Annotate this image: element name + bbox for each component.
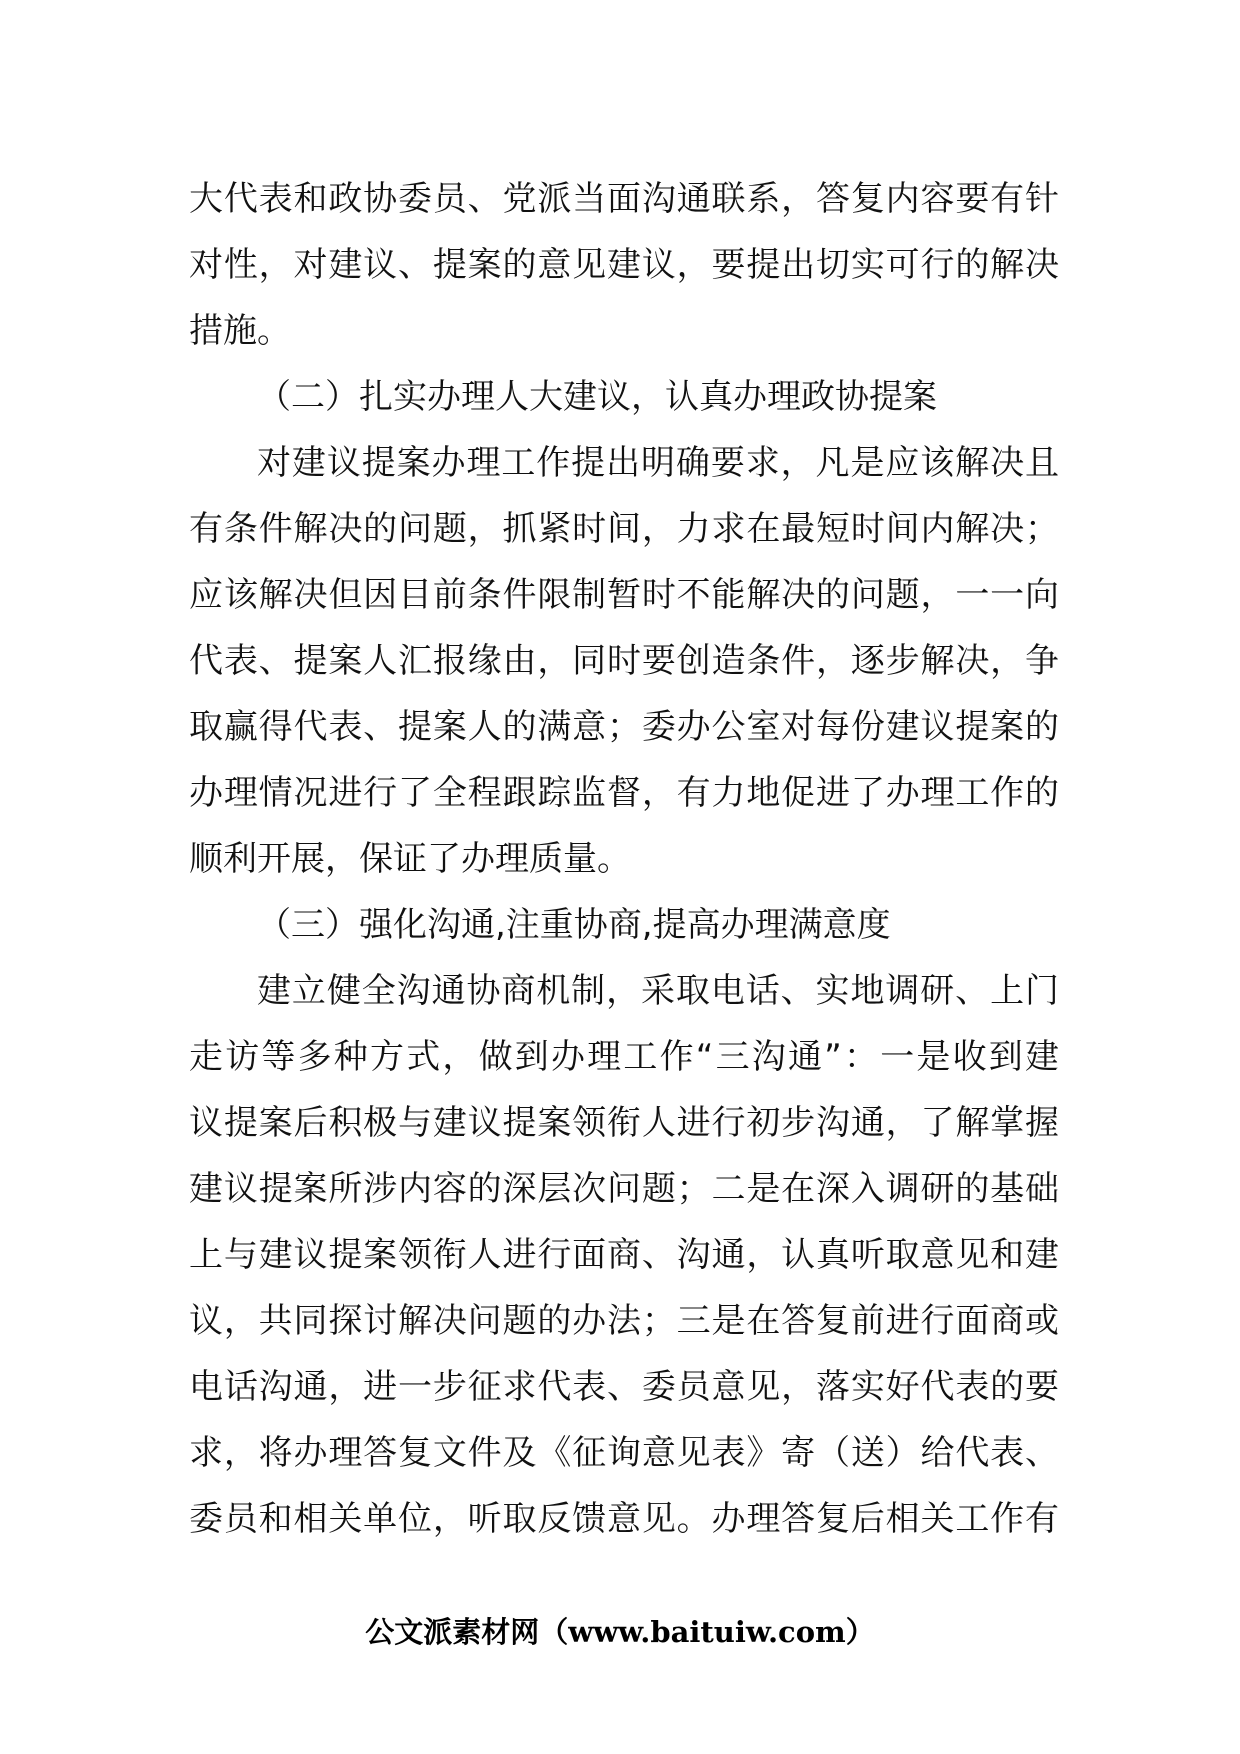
text-line: 取赢得代表、提案人的满意；委办公室对每份建议提案的 xyxy=(189,707,1059,747)
footer-watermark: 公文派素材网（www.baituiw.com） xyxy=(365,1615,875,1649)
text-line: 议提案后积极与建议提案领衔人进行初步沟通，了解掌握 xyxy=(189,1103,1059,1143)
text-line: 议，共同探讨解决问题的办法；三是在答复前进行面商或 xyxy=(189,1301,1059,1341)
document-body xyxy=(189,166,1059,1552)
text-line: 对性，对建议、提案的意见建议，要提出切实可行的解决 xyxy=(189,245,1059,285)
text-line: 有条件解决的问题，抓紧时间，力求在最短时间内解决； xyxy=(189,509,1059,549)
text-line: 求，将办理答复文件及《征询意见表》寄（送）给代表、 xyxy=(189,1433,1059,1473)
text-line: 顺利开展，保证了办理质量。 xyxy=(189,839,631,879)
text-line: 对建议提案办理工作提出明确要求，凡是应该解决且 xyxy=(257,443,1059,483)
text-line: 代表、提案人汇报缘由，同时要创造条件，逐步解决，争 xyxy=(189,641,1059,681)
text-line: 措施。 xyxy=(189,311,291,351)
text-line: （二）扎实办理人大建议，认真办理政协提案 xyxy=(257,377,937,417)
text-line: 上与建议提案领衔人进行面商、沟通，认真听取意见和建 xyxy=(189,1235,1059,1275)
text-line: 走访等多种方式，做到办理工作“三沟通”：一是收到建 xyxy=(189,1037,1059,1077)
text-line: 办理情况进行了全程跟踪监督，有力地促进了办理工作的 xyxy=(189,773,1059,813)
text-line: 电话沟通，进一步征求代表、委员意见，落实好代表的要 xyxy=(189,1367,1059,1407)
text-line: （三）强化沟通,注重协商,提高办理满意度 xyxy=(257,905,891,945)
text-line: 应该解决但因目前条件限制暂时不能解决的问题，一一向 xyxy=(189,575,1059,615)
text-line: 委员和相关单位，听取反馈意见。办理答复后相关工作有 xyxy=(189,1499,1059,1539)
text-line: 大代表和政协委员、党派当面沟通联系，答复内容要有针 xyxy=(189,179,1059,219)
text-line: 建议提案所涉内容的深层次问题；二是在深入调研的基础 xyxy=(189,1169,1059,1209)
text-line: 建立健全沟通协商机制，采取电话、实地调研、上门 xyxy=(257,971,1059,1011)
